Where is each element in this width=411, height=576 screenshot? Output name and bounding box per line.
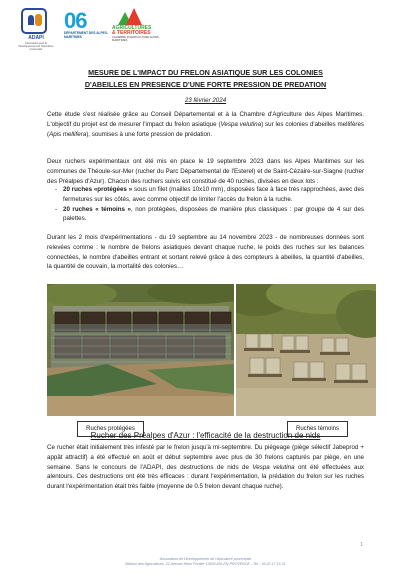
alpes-maritimes-logo: [64, 10, 110, 40]
page-number: 1: [360, 542, 363, 548]
adapi-logo: [18, 8, 54, 52]
intro-text-3: ), soumises à une forte pression de prédation.: [86, 130, 213, 138]
protected-hives-photo: [47, 284, 234, 416]
species-vespa-2: Vespa velutina: [252, 463, 295, 471]
chambre-line3: CHAMBRE D'AGRICULTURE ALPES-MARITIMES: [112, 35, 160, 43]
adapi-tagline: Association pour le Développement de l'Apiculture provençale: [18, 42, 54, 52]
footer-line-1: Association de Développement de l'Apiculture provençale: [159, 557, 252, 561]
bullet-bold: 20 ruches «protégées »: [63, 186, 133, 193]
bullet-bold: 20 ruches « témoins »: [63, 205, 131, 213]
protected-hives-caption: Ruches protégées: [77, 421, 144, 437]
section-paragraph: [47, 443, 364, 492]
bullet-text: sous un filet (mailles 10x10 mm), disposées face à face très rapprochées, avec des fermetures sur les côtés, avec comme objectif de limiter l'accès du frelon à la ruche.: [63, 186, 364, 203]
species-vespa: Vespa velutina: [220, 120, 262, 128]
bullet-text: , non protégées, disposées de manière plus classiques : par groupe de 4 sur des palettes.: [63, 205, 364, 223]
header-logos: [18, 8, 398, 60]
chambre-agriculture-logo: [112, 8, 162, 43]
list-item: [55, 205, 364, 225]
intro-text-2: ) sur les colonies d'abeilles mellifères (: [47, 120, 364, 138]
document-date: 23 février 2024: [184, 97, 227, 104]
chambre-agriculture-icon: [118, 8, 144, 26]
footer-line-2: Maison des Agriculteurs, 22 Avenue Henri Pontier 13626 AIX-EN-PROVENCE - Tel. : 04 42 17 15 21: [125, 562, 286, 566]
section-heading: Rucher des Préalpes d'Azur : l'efficacité de la destruction de nids: [90, 431, 321, 440]
control-hives-photo: [236, 284, 376, 416]
list-item: [55, 185, 364, 205]
hive-groups-list: [55, 185, 364, 224]
alpes-maritimes-text: DÉPARTEMENT DES ALPES-MARITIMES: [64, 31, 108, 39]
page-footer: [40, 557, 371, 567]
control-hives-caption: Ruches témoins: [287, 421, 348, 437]
species-apis: Apis mellifera: [49, 130, 87, 138]
adapi-icon: [21, 8, 47, 34]
chambre-line1: AGRICULTURES: [112, 25, 152, 31]
document-title: [20, 67, 391, 91]
intro-text-1: Cette étude s'est réalisée grâce au Conseil Départemental et à la Chambre d'Agriculture des Alpes Maritimes. L'objectif du projet est de mesurer l'impact du frelon asiatique (: [47, 111, 364, 128]
intro-paragraph: [47, 110, 364, 139]
section-text-1: Ce rucher était initialement très infesté par le frelon jusqu'à mi-septembre. Du piégeage (piège sélectif Jabeprod + appât attractif) a été effectué en août et début septembre avec plus de 30 frelons capturés par piège, en une semaine. Sans le concours de l'ADAPI, des destructions de nids de: [47, 444, 364, 471]
title-line-1: MESURE DE L'IMPACT DU FRELON ASIATIQUE SUR LES COLONIES: [88, 68, 323, 77]
data-collection-paragraph: Durant les 2 mois d'expérimentations - du 19 septembre au 14 novembre 2023 - de nombreuses données sont relevées comme : le nombre de frelons asiatiques devant chaque ruche, le poids des ruches sur les balances connectées, le nombre d'abeilles entrant et sortant relevé grâce à des compteurs à abeilles, la quantité d'abeilles, la quantité de couvain, la mortalité des colonies…: [47, 234, 364, 271]
apiaries-paragraph: Deux ruchers expérimentaux ont été mis en place le 19 septembre 2023 dans les Alpes Maritimes sur les communes de Théoule-sur-Mer (rucher du Parc Départemental de l'Esterel) et de Saint-Cézaire-sur-Siagne (rucher des Préalpes d'Azur). Chacun des ruchers suivis est constitué de 40 ruches, divisées en deux lots :: [47, 158, 364, 185]
adapi-name: ADAPI: [28, 35, 44, 41]
title-line-2: D'ABEILLES EN PRESENCE D'UNE FORTE PRESSION DE PREDATION: [84, 80, 327, 89]
chambre-line2: & TERRITOIRES: [112, 30, 151, 36]
section-text-2: ont été effectuées aux alentours. Ces destructions ont été très efficaces : durant l'expérimentation, la prédation du frelon sur les ruches durant l'expérimentation était très faible (moyenne de 0.5 frelon devant chaque ruche).: [47, 463, 364, 491]
alpes-maritimes-mark: 06: [64, 8, 87, 33]
